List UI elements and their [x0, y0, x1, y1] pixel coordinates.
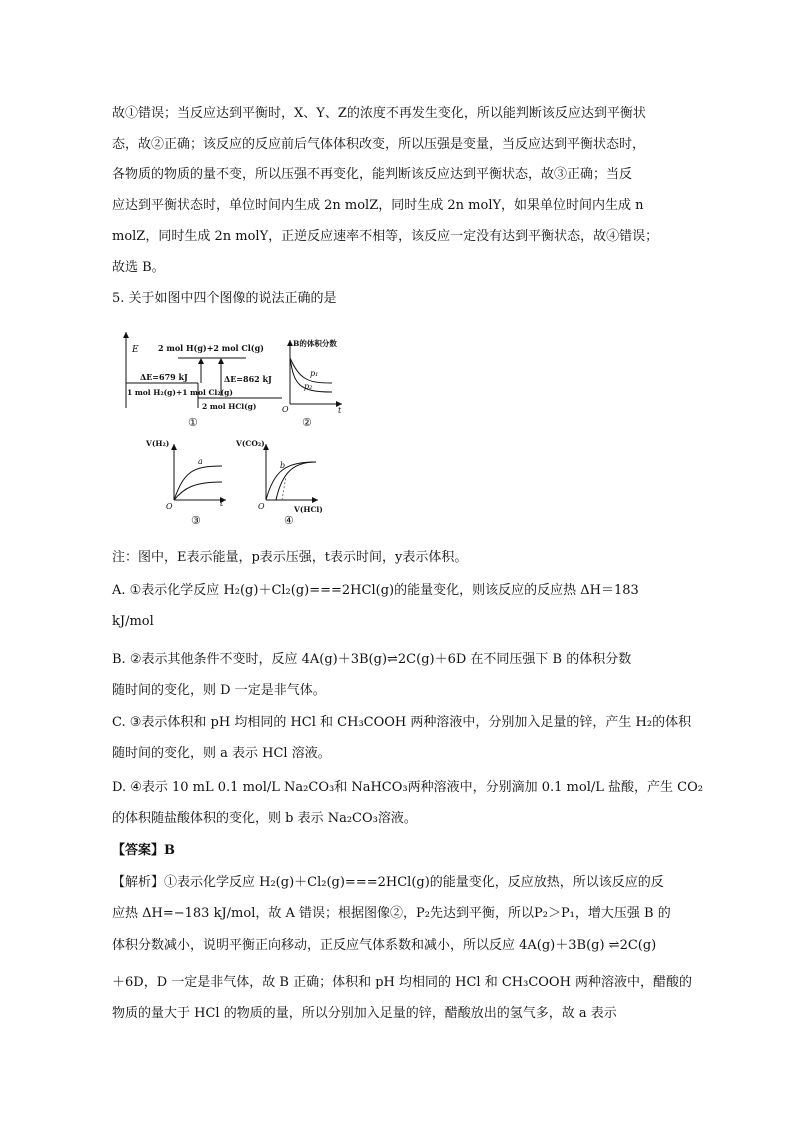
- question-title: 5. 关于如图中四个图像的说法正确的是: [112, 291, 337, 306]
- volume-fraction-graph: [280, 336, 350, 430]
- axis-e-label: E: [132, 345, 139, 355]
- text-line: 态，故②正确；该反应的反应前后气体体积改变，所以压强是变量，当反应达到平衡状态时，: [112, 137, 646, 152]
- analysis-line: 体积分数减小，说明平衡正向移动，正反应气体系数和减小，所以反应 4A(g)＋3B(g) ⇌2C(g): [112, 938, 657, 953]
- text-line: 应达到平衡状态时，单位时间内生成 2n molZ，同时生成 2n molY，如果单位时间内生成 n: [112, 198, 644, 213]
- top-level-label: 2 mol H(g)+2 mol Cl(g): [158, 343, 264, 353]
- x-axis-label: V(HCl): [294, 505, 323, 514]
- option-a-line: A. ①表示化学反应 H₂(g)＋Cl₂(g)===2HCl(g)的能量变化，则该反应的反应热 ΔH＝183: [112, 583, 639, 598]
- y-axis-label: B的体积分数: [293, 339, 337, 348]
- energy-diagram: [118, 330, 288, 430]
- analysis-line: 物质的量大于 HCl 的物质的量，所以分别加入足量的锌，醋酸放出的氢气多，故 a 表示: [112, 1006, 617, 1021]
- p1-label: p₁: [310, 369, 319, 378]
- option-a-line: kJ/mol: [112, 614, 154, 629]
- text-line: 故选 B。: [112, 260, 165, 275]
- curve-a-label: a: [198, 457, 203, 466]
- t-axis-label: t: [338, 406, 342, 415]
- option-c-line: 随时间的变化，则 a 表示 HCl 溶液。: [112, 746, 331, 761]
- origin-label: O: [166, 502, 173, 511]
- text-line: 故①错误；当反应达到平衡时，X、Y、Z的浓度不再发生变化，所以能判断该反应达到平衡状: [112, 106, 646, 121]
- option-c-line: C. ③表示体积和 pH 均相同的 HCl 和 CH₃COOH 两种溶液中，分别加入足量的锌，产生 H₂的体积: [112, 715, 692, 730]
- option-d-line: 的体积随盐酸体积的变化，则 b 表示 Na₂CO₃溶液。: [112, 811, 417, 826]
- co2-volume-graph: [234, 436, 324, 528]
- curve-b-label: b: [280, 461, 286, 470]
- analysis-line: 【解析】①表示化学反应 H₂(g)＋Cl₂(g)===2HCl(g)的能量变化，反应放热，所以该反应的反: [112, 875, 664, 890]
- option-b-line: B. ②表示其他条件不变时，反应 4A(g)＋3B(g)⇌2C(g)＋6D 在不同压强下 B 的体积分数: [112, 652, 632, 667]
- y-axis-label: V(CO₂): [236, 439, 265, 448]
- product-level-label: 2 mol HCl(g): [202, 402, 257, 411]
- analysis-line: 应热 ΔH=−183 kJ/mol，故 A 错误；根据图像②，P₂先达到平衡，所以P₂＞P₁，增大压强 B 的: [112, 906, 671, 921]
- origin-label: O: [258, 502, 265, 511]
- h2-volume-graph: [146, 436, 232, 528]
- delta-e2-label: ΔE=862 kJ: [224, 374, 272, 384]
- option-d-line: D. ④表示 10 mL 0.1 mol/L Na₂CO₃和 NaHCO₃两种溶液中，分别滴加 0.1 mol/L 盐酸，产生 CO₂: [112, 780, 703, 795]
- origin-label: O: [282, 405, 289, 414]
- t-axis-label: t: [220, 499, 224, 508]
- text-line: molZ，同时生成 2n molY，正逆反应速率不相等，该反应一定没有达到平衡状态，故④错误；: [112, 229, 659, 244]
- p2-label: p₂: [304, 382, 313, 391]
- analysis-line: ＋6D，D 一定是非气体，故 B 正确；体积和 pH 均相同的 HCl 和 CH₃COOH 两种溶液中，醋酸的: [112, 975, 693, 990]
- figure-number: ③: [191, 514, 201, 527]
- answer-label: 【答案】B: [112, 843, 175, 858]
- reactant-level-label: 1 mol H₂(g)+1 mol Cl₂(g): [127, 388, 233, 397]
- figure-number: ②: [302, 416, 312, 429]
- delta-e1-label: ΔE=679 kJ: [140, 372, 188, 382]
- figure-note: 注：图中，E表示能量，p表示压强，t表示时间，y表示体积。: [112, 550, 468, 565]
- text-line: 各物质的物质的量不变，所以压强不再变化，能判断该反应达到平衡状态，故③正确；当反: [112, 167, 633, 182]
- figure-number: ①: [188, 416, 198, 429]
- figure-number: ④: [284, 514, 294, 527]
- y-axis-label: V(H₂): [146, 439, 170, 448]
- option-b-line: 随时间的变化，则 D 一定是非气体。: [112, 683, 326, 698]
